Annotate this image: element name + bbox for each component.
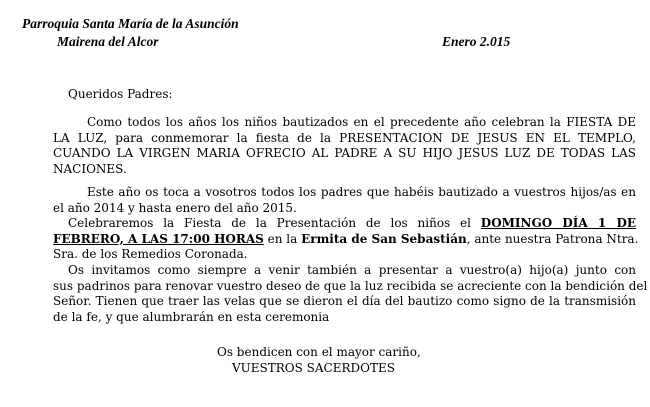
celebration-text: , ante nuestra Patrona Ntra. (466, 231, 639, 246)
paragraph-line: LA LUZ, para conmemorar la fiesta de la PRESENTACION DE JESUS EN EL TEMPLO, (53, 130, 636, 145)
paragraph-invitation (53, 263, 648, 326)
salutation: Queridos Padres: (68, 87, 173, 101)
closing-line: Os bendicen con el mayor cariño, (217, 345, 421, 359)
paragraph-line: de la fe, y que alumbrarán en esta ceremonia (53, 310, 330, 325)
paragraph-line: Os invitamos como siempre a venir también a presentar a vuestro(a) hijo(a) junto con (68, 263, 636, 277)
paragraph-line: NACIONES. (53, 162, 127, 177)
celebration-text: en la (263, 231, 302, 246)
event-date: DOMINGO DÍA 1 DE (480, 216, 636, 230)
paragraph-fiesta-luz (53, 115, 636, 178)
town-name: Mairena del Alcor (57, 34, 159, 49)
signature-block (0, 344, 650, 376)
signature: VUESTROS SACERDOTES (232, 361, 395, 375)
paragraph-celebration (53, 216, 639, 263)
paragraph-line: Sra. de los Remedios Coronada. (53, 247, 248, 262)
paragraph-line (53, 216, 636, 232)
paragraph-line (53, 231, 639, 248)
parish-name: Parroquia Santa María de la Asunción (22, 16, 239, 31)
celebration-text: Celebraremos la Fiesta de la Presentación de los niños el (68, 216, 481, 230)
paragraph-line: Señor. Tienen que traer las velas que se dieron el día del bautizo como signo de la transmisión (53, 294, 636, 309)
paragraph-line: Este año os toca a vosotros todos los padres que habéis bautizado a vuestros hijos/as en (87, 185, 636, 199)
paragraph-line: el año 2014 y hasta enero del año 2015. (53, 200, 297, 215)
letter-date: Enero 2.015 (442, 34, 511, 49)
event-time: FEBRERO, A LAS 17:00 HORAS (53, 231, 264, 246)
event-venue: Ermita de San Sebastián (301, 231, 467, 246)
paragraph-line: CUANDO LA VIRGEN MARIA OFRECIO AL PADRE A SU HIJO JESUS LUZ DE TODAS LAS (53, 146, 636, 161)
paragraph-line: sus padrinos para renovar vuestro deseo de que la luz recibida se acreciente con la bendición del (53, 278, 648, 293)
paragraph-parents (53, 185, 636, 216)
paragraph-line: Como todos los años los niños bautizados en el precedente año celebran la FIESTA DE (87, 115, 636, 129)
